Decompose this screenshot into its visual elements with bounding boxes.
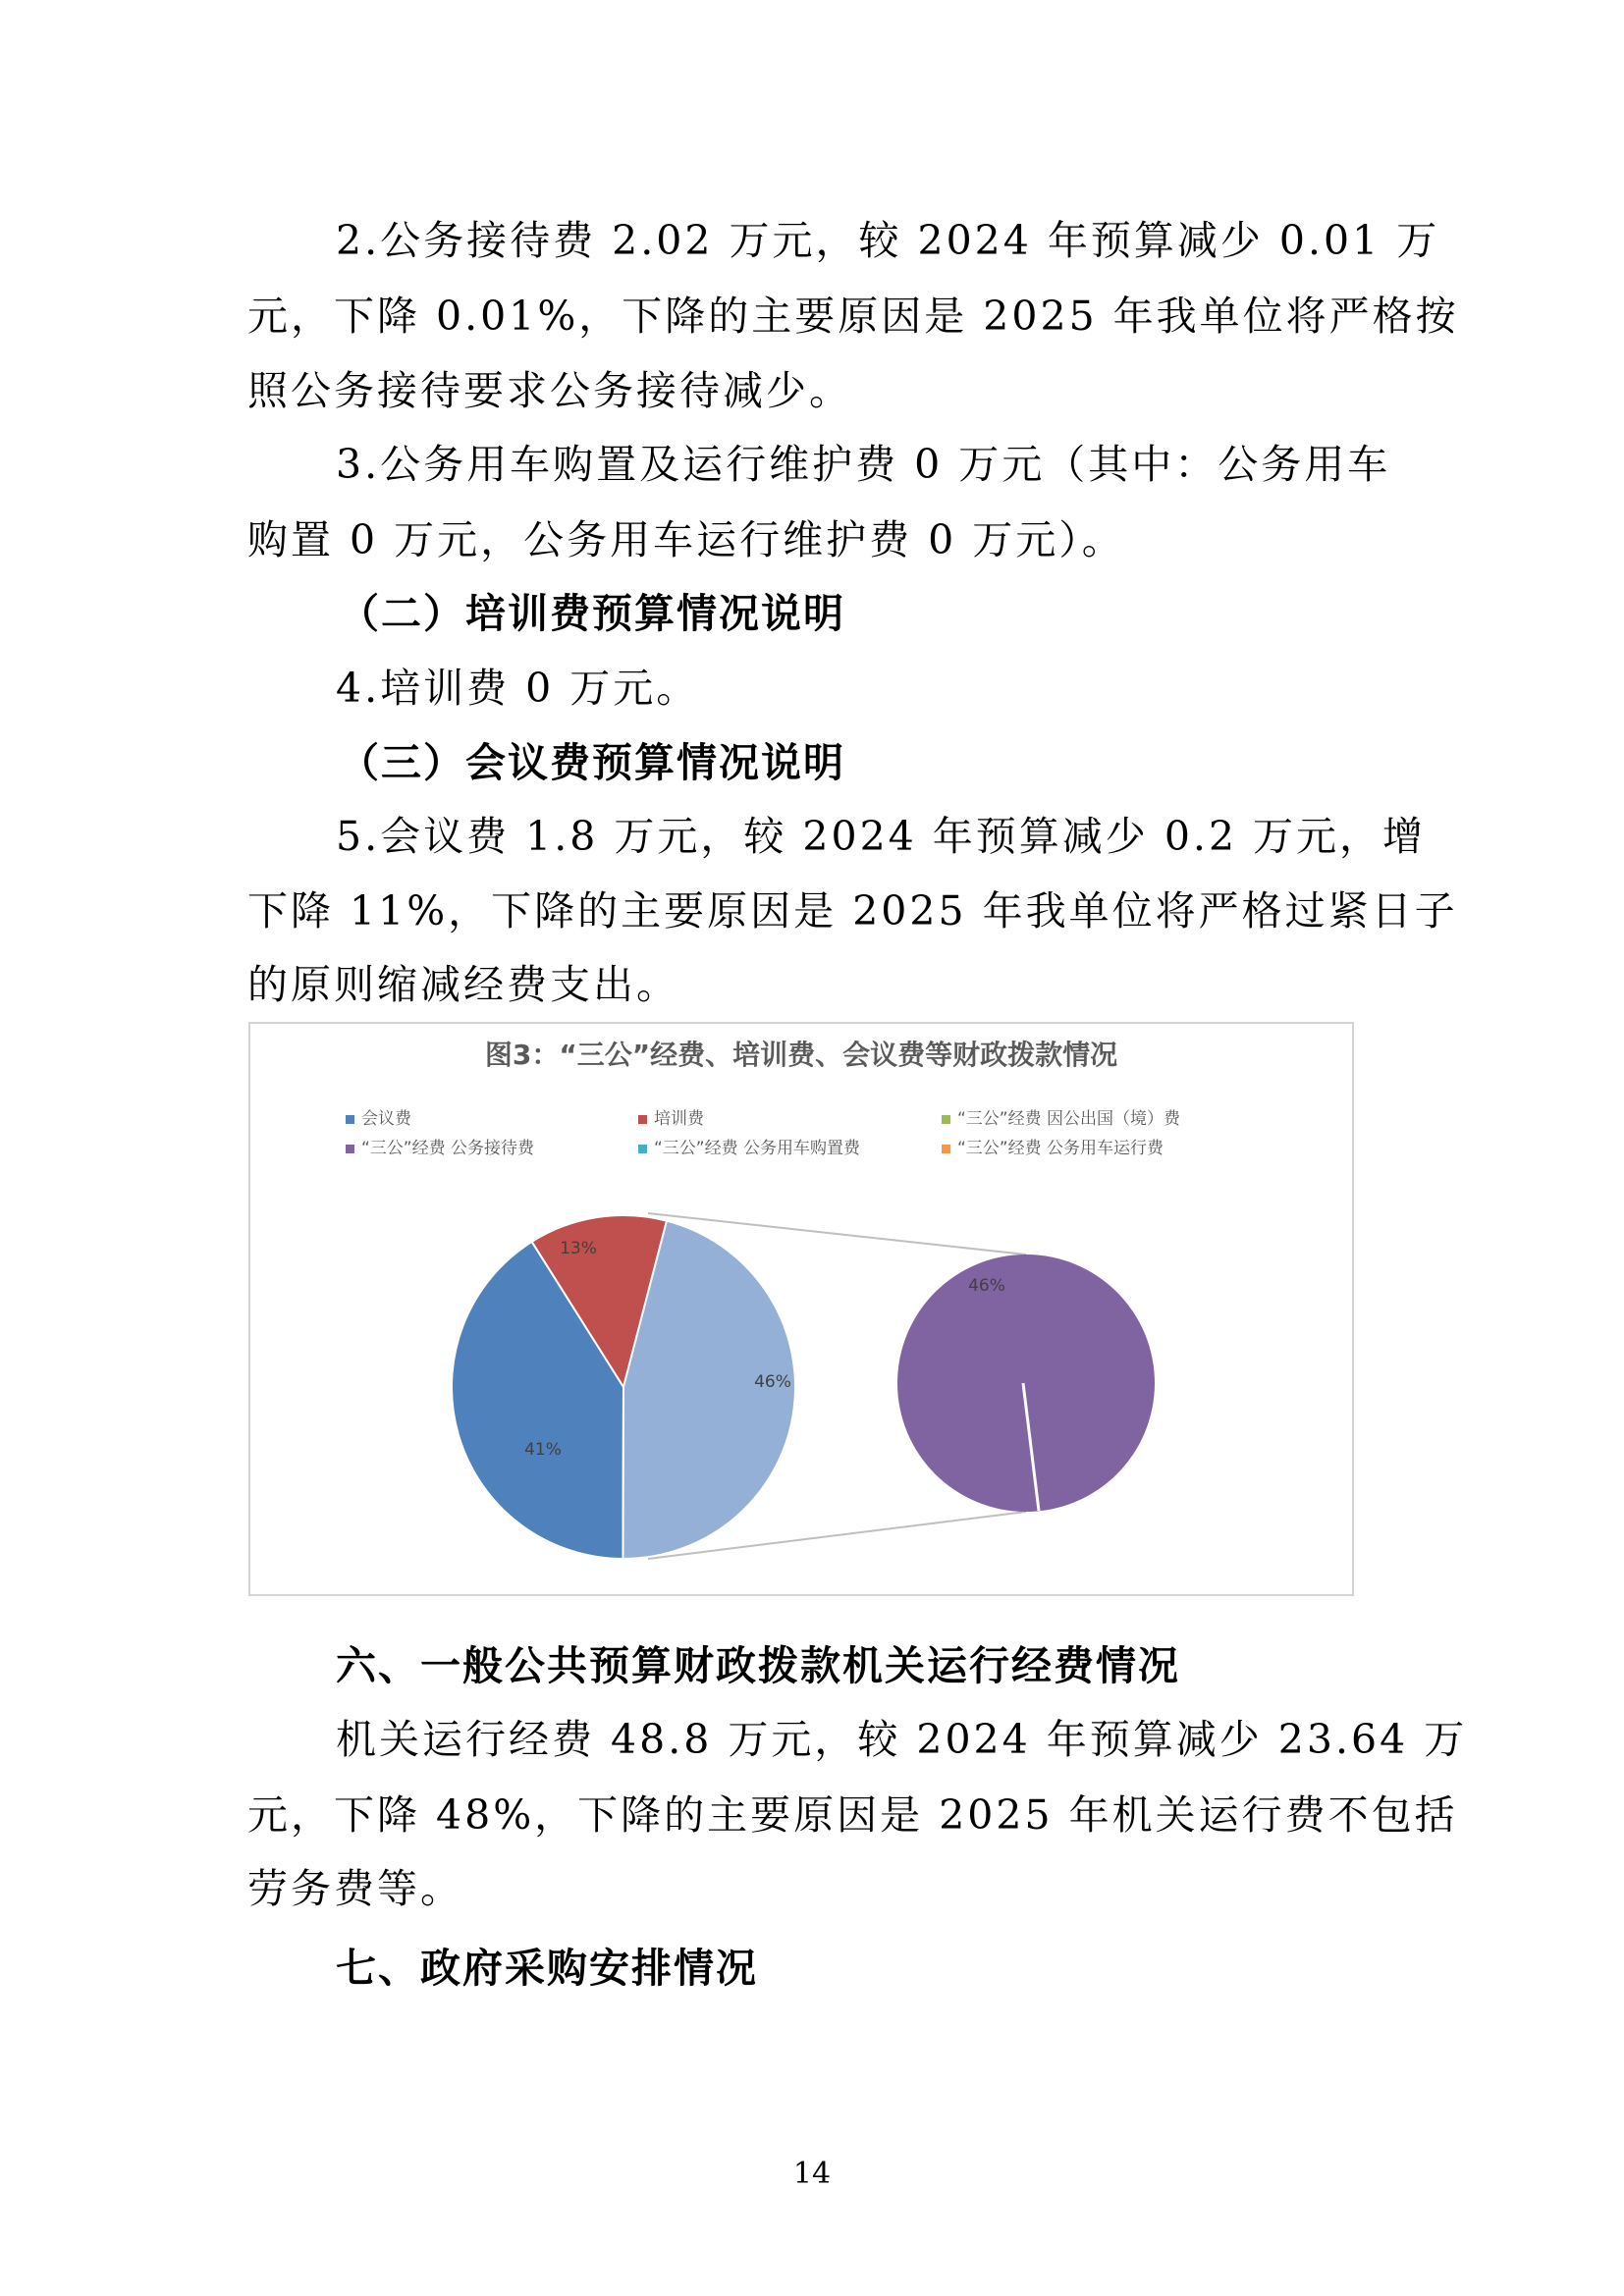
legend-entry: “三公”经费 公务用车运行费 (957, 1139, 1164, 1158)
paragraph-line: 3.公务用车购置及运行维护费 0 万元（其中：公务用车 (336, 441, 1391, 488)
paragraph-line: 的原则缩减经费支出。 (247, 961, 679, 1008)
paragraph-line: 下降 11%，下降的主要原因是 2025 年我单位将严格过紧日子 (247, 887, 1458, 934)
chart-title: 图3：“三公”经费、培训费、会议费等财政拨款情况 (484, 1039, 1118, 1071)
paragraph-line: 劳务费等。 (247, 1865, 463, 1912)
section-heading-7: 七、政府采购安排情况 (336, 1945, 758, 1992)
subheading-training: （二）培训费预算情况说明 (339, 590, 845, 637)
paragraph-line: 购置 0 万元，公务用车运行维护费 0 万元）。 (247, 516, 1125, 563)
paragraph-line: 2.公务接待费 2.02 万元，较 2024 年预算减少 0.01 万 (336, 217, 1440, 264)
paragraph-line: 机关运行经费 48.8 万元，较 2024 年预算减少 23.64 万 (336, 1716, 1468, 1763)
legend-entry: “三公”经费 公务用车购置费 (654, 1139, 861, 1158)
paragraph-line: 4.培训费 0 万元。 (336, 665, 700, 712)
paragraph-line: 5.会议费 1.8 万元，较 2024 年预算减少 0.2 万元，增 (336, 813, 1427, 860)
legend-swatch (346, 1115, 354, 1124)
pie-data-label: 41% (524, 1440, 562, 1460)
legend-swatch (638, 1145, 647, 1153)
legend-entry: “三公”经费 公务接待费 (361, 1139, 535, 1158)
legend-swatch (942, 1145, 950, 1153)
pie-chart (248, 1022, 1354, 1596)
section-heading-6: 六、一般公共预算财政拨款机关运行经费情况 (336, 1642, 1180, 1689)
page-number: 14 (792, 2157, 832, 2191)
legend-entry: 会议费 (361, 1109, 411, 1129)
paragraph-line: 元，下降 0.01%，下降的主要原因是 2025 年我单位将严格按 (247, 293, 1459, 340)
pie-data-label: 13% (560, 1239, 597, 1258)
paragraph-line: 元，下降 48%，下降的主要原因是 2025 年机关运行费不包括 (247, 1791, 1458, 1839)
pie-data-label: 46% (754, 1372, 791, 1392)
secondary-pie-slice (897, 1255, 1155, 1512)
paragraph-line: 照公务接待要求公务接待减少。 (247, 367, 852, 414)
legend-entry: 培训费 (654, 1109, 704, 1129)
legend-swatch (638, 1115, 647, 1124)
legend-swatch (346, 1145, 354, 1153)
subheading-meeting: （三）会议费预算情况说明 (339, 739, 845, 786)
legend-entry: “三公”经费 因公出国（境）费 (957, 1109, 1181, 1129)
legend-swatch (942, 1115, 950, 1124)
secondary-pie-label: 46% (968, 1276, 1005, 1296)
